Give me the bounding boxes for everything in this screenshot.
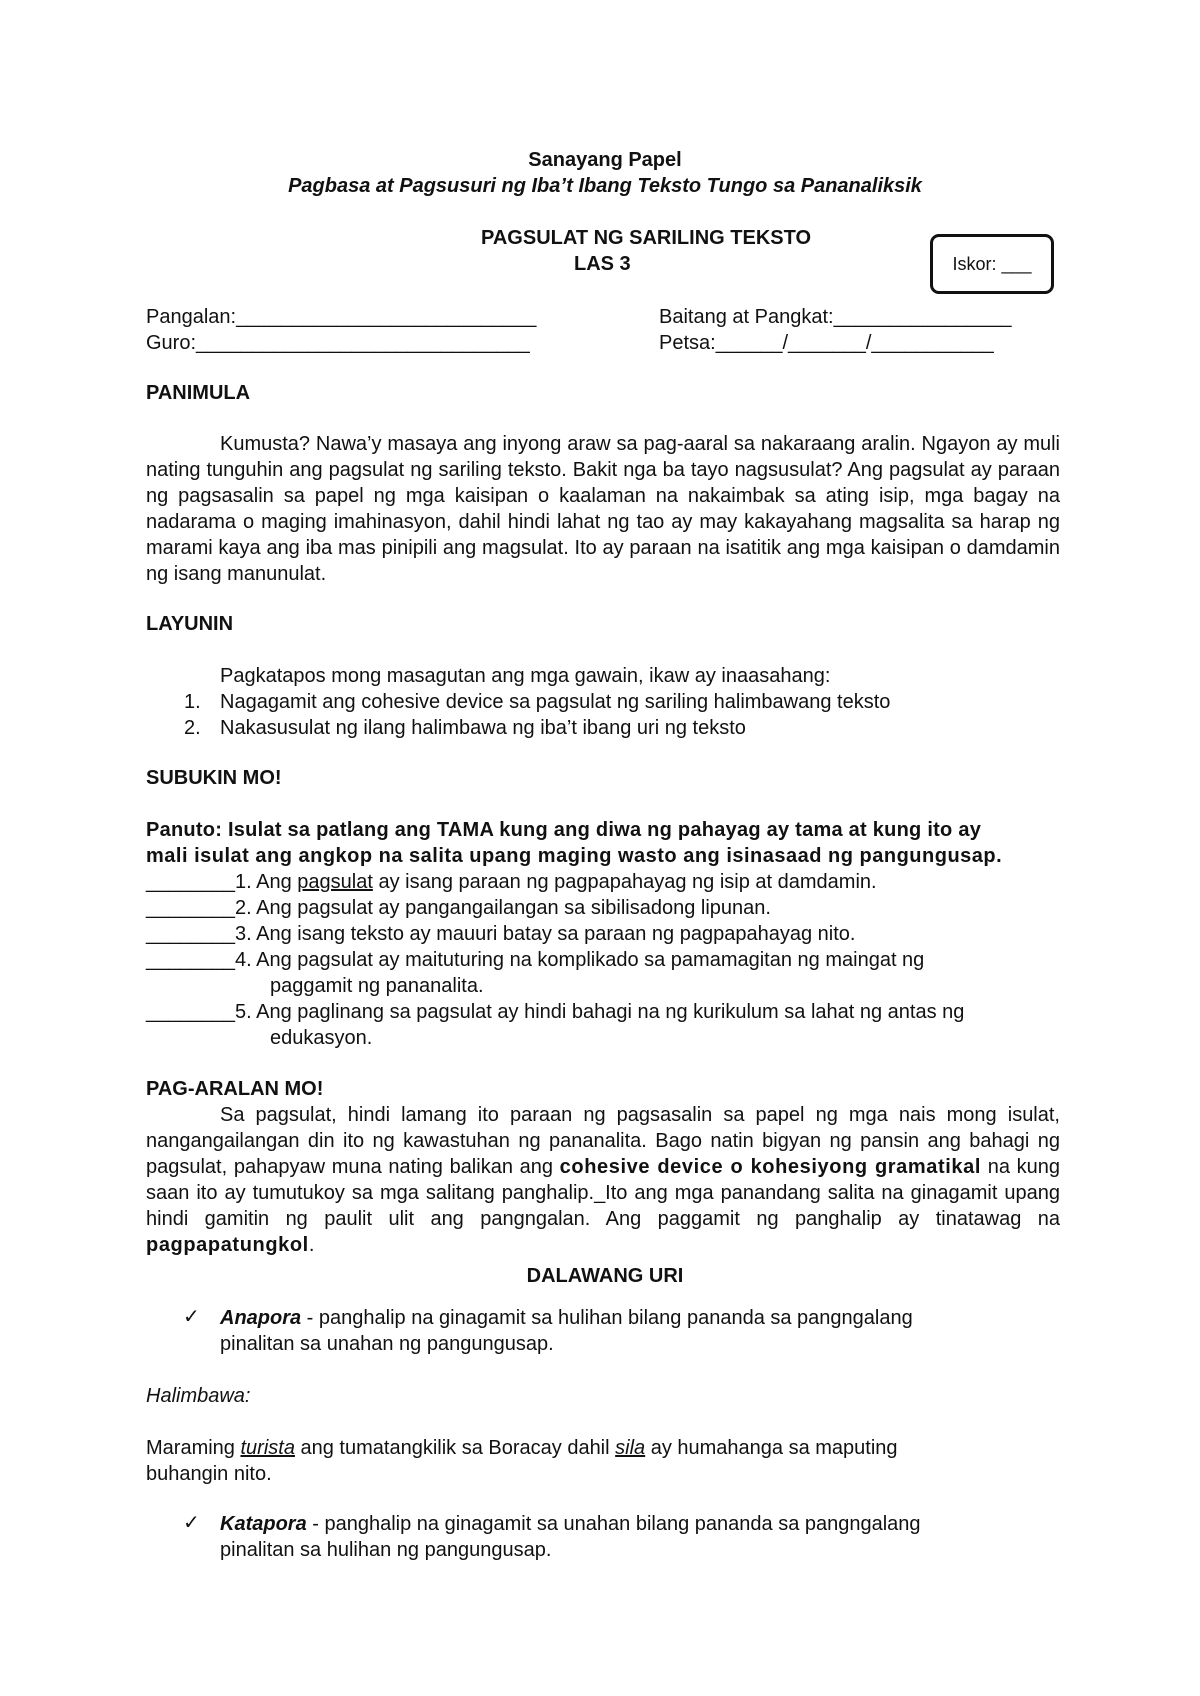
dalawang-uri-heading: DALAWANG URI (526, 1265, 684, 1287)
pagaralan-bold-term-1: cohesive device o kohesiyong gramatikal (559, 1156, 982, 1178)
quiz-item-2-text: 2. Ang pagsulat ay pangangailangan sa sibilisadong lipunan. (234, 897, 771, 919)
pagaralan-heading: PAG-ARALAN MO! (146, 1078, 324, 1100)
quiz-item-4-cont: paggamit ng pananalita. (270, 975, 484, 997)
document-title: Sanayang Papel (528, 149, 682, 171)
anapora-definition (220, 1305, 913, 1331)
halimbawa-label: Halimbawa: (146, 1385, 251, 1407)
quiz-item-4-text: 4. Ang pagsulat ay maituturing na komplikado sa pamamagitan ng maingat ng (234, 949, 925, 971)
score-box (930, 234, 1054, 294)
panuto-line-2: mali isulat ang angkop na salita upang maging wasto ang isinasaad ng pangungusap. (146, 845, 1003, 867)
panuto-line-1: Panuto: Isulat sa patlang ang TAMA kung ang diwa ng pahayag ay tama at kung ito ay (146, 819, 982, 841)
las-number: LAS 3 (574, 253, 631, 275)
quiz-item-5-text: 5. Ang paglinang sa pagsulat ay hindi bahagi na ng kurikulum sa lahat ng antas ng (234, 1001, 965, 1023)
answer-blank-2[interactable]: ________ (146, 897, 235, 919)
layunin-item-2: Nakasusulat ng ilang halimbawa ng iba’t ibang uri ng teksto (220, 717, 746, 739)
quiz-item-1-underlined: pagsulat (297, 871, 373, 893)
subukin-heading: SUBUKIN MO! (146, 767, 282, 789)
grade-section-field[interactable]: Baitang at Pangkat:________________ (659, 306, 1012, 328)
topic-title: PAGSULAT NG SARILING TEKSTO (481, 227, 812, 249)
quiz-item-1 (146, 869, 877, 895)
quiz-item-1-pre: 1. Ang (234, 871, 298, 893)
quiz-item-3 (146, 921, 855, 947)
panimula-heading: PANIMULA (146, 382, 251, 404)
example-sentence (146, 1435, 898, 1461)
quiz-item-3-text: 3. Ang isang teksto ay mauuri batay sa paraan ng pagpapahayag nito. (234, 923, 856, 945)
quiz-item-5 (146, 999, 964, 1025)
pagaralan-text-3: . (308, 1234, 315, 1256)
katapora-def-line-2: pinalitan sa hulihan ng pangungusap. (220, 1539, 552, 1561)
anapora-term: Anapora (220, 1307, 302, 1329)
quiz-item-1-post: ay isang paraan ng pagpapahayag ng isip at damdamin. (372, 871, 877, 893)
example-underlined-noun: turista (240, 1437, 295, 1459)
pagaralan-text-2: na kung saan ito ay tumutukoy sa mga salitang panghalip._Ito ang mga panandang salita na ginagamit upang hindi gamitin ng paulit ulit ang pangngalan. Ang paggamit ng panghalip ay tinatawag na (146, 1156, 1060, 1230)
quiz-item-2 (146, 895, 771, 921)
checkmark-icon: ✓ (183, 1306, 200, 1328)
layunin-num-1: 1. (184, 691, 201, 713)
example-pre: Maraming (146, 1437, 241, 1459)
anapora-def-line-2: pinalitan sa unahan ng pangungusap. (220, 1333, 554, 1355)
katapora-definition (220, 1511, 921, 1537)
document-subtitle: Pagbasa at Pagsusuri ng Iba’t Ibang Teksto Tungo sa Pananaliksik (288, 175, 922, 197)
pagaralan-bold-term-2: pagpapatungkol (146, 1234, 309, 1256)
katapora-term: Katapora (220, 1513, 307, 1535)
name-field[interactable]: Pangalan:___________________________ (146, 306, 537, 328)
example-post: ay humahanga sa maputing (645, 1437, 898, 1459)
panimula-text: Kumusta? Nawa’y masaya ang inyong araw sa pag-aaral sa nakaraang aralin. Ngayon ay muli nating tunguhin ang pagsulat ng sariling teksto. Bakit nga ba tayo nagsusulat? Ang pagsulat ay paraan ng pagsasalin sa papel ng mga kaisipan o kaalaman na nakaimbak sa ating isip, mga bagay na nadarama o maging imahinasyon, dahil hindi lahat ng tao ay may kakayahang magsalita sa harap ng marami kaya ang iba mas pinipili ang magsulat. Ito ay paraan na isatitik ang mga kaisipan o damdamin ng isang manunulat. (146, 433, 1060, 585)
score-label: Iskor: ___ (952, 253, 1032, 274)
quiz-item-4 (146, 947, 924, 973)
answer-blank-1[interactable]: ________ (146, 871, 235, 893)
layunin-num-2: 2. (184, 717, 201, 739)
katapora-def-line-1: - panghalip na ginagamit sa unahan bilang pananda sa pangngalang (306, 1513, 921, 1535)
layunin-item-1: Nagagamit ang cohesive device sa pagsulat ng sariling halimbawang teksto (220, 691, 891, 713)
example-mid: ang tumatangkilik sa Boracay dahil (294, 1437, 616, 1459)
anapora-def-line-1: - panghalip na ginagamit sa hulihan bilang pananda sa pangngalang (301, 1307, 913, 1329)
layunin-heading: LAYUNIN (146, 613, 234, 635)
date-field[interactable]: Petsa:______/_______/___________ (659, 332, 994, 354)
quiz-item-5-cont: edukasyon. (270, 1027, 373, 1049)
pagaralan-text-1: Sa pagsulat, hindi lamang ito paraan ng pagsasalin sa papel ng mga nais mong isulat, nangangailangan din ito ng kawastuhan ng pananalita. Bago natin bigyan ng pansin ang bahagi ng pagsulat, pahapyaw muna nating balikan ang (146, 1104, 1060, 1178)
answer-blank-3[interactable]: ________ (146, 923, 235, 945)
teacher-field[interactable]: Guro:______________________________ (146, 332, 530, 354)
example-underlined-pronoun: sila (615, 1437, 646, 1459)
answer-blank-5[interactable]: ________ (146, 1001, 235, 1023)
answer-blank-4[interactable]: ________ (146, 949, 235, 971)
example-line-2: buhangin nito. (146, 1463, 272, 1485)
pagaralan-text (146, 1102, 1060, 1258)
layunin-intro: Pagkatapos mong masagutan ang mga gawain, ikaw ay inaasahang: (220, 665, 831, 687)
checkmark-icon: ✓ (183, 1512, 200, 1534)
